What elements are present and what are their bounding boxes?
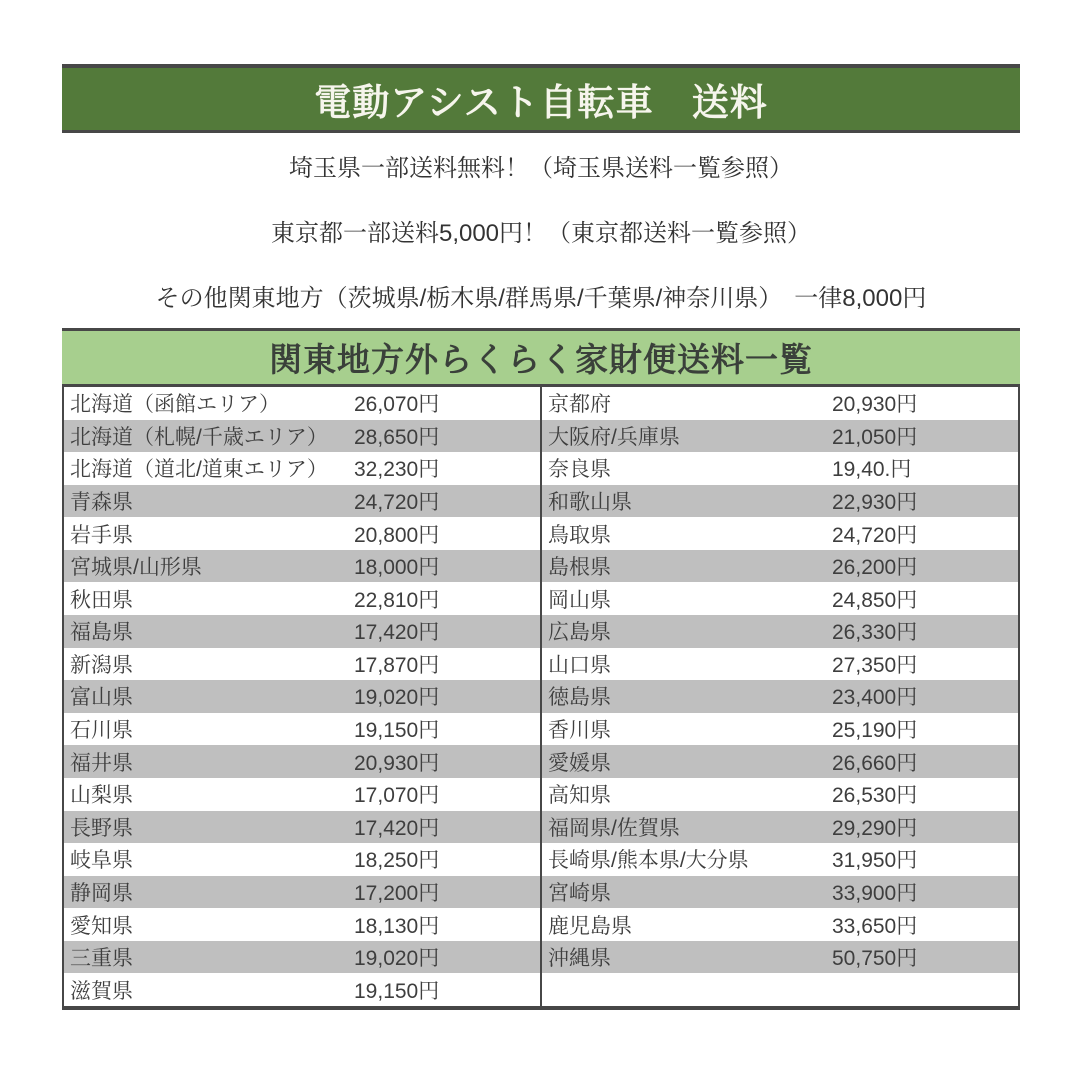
table-row (64, 387, 540, 420)
table-row (64, 680, 540, 713)
table-row (542, 550, 1018, 583)
table-row (64, 908, 540, 941)
region-cell: 香川県 (548, 719, 611, 743)
region-cell: 山梨県 (70, 784, 133, 808)
region-cell: 北海道（道北/道東エリア） (70, 458, 328, 482)
region-cell: 福井県 (70, 751, 133, 775)
price-cell: 17,420円 (354, 816, 440, 840)
price-cell: 33,650円 (832, 914, 918, 938)
region-cell: 山口県 (548, 653, 611, 677)
region-cell: 大阪府/兵庫県 (548, 425, 680, 449)
table-row (542, 811, 1018, 844)
table-row (64, 648, 540, 681)
region-cell: 京都府 (548, 393, 611, 417)
table-row (542, 908, 1018, 941)
price-cell: 29,290円 (832, 816, 918, 840)
region-cell: 福岡県/佐賀県 (548, 816, 680, 840)
price-cell: 17,420円 (354, 621, 440, 645)
region-cell: 島根県 (548, 556, 611, 580)
region-cell: 滋賀県 (70, 979, 133, 1003)
region-cell: 石川県 (70, 719, 133, 743)
price-cell: 25,190円 (832, 719, 918, 743)
notice-saitama: 埼玉県一部送料無料！（埼玉県送料一覧参照） (289, 155, 793, 182)
region-cell: 宮城県/山形県 (70, 556, 202, 580)
table-row (542, 582, 1018, 615)
region-cell: 長野県 (70, 816, 133, 840)
table-row (64, 420, 540, 453)
region-cell: 北海道（函館エリア） (70, 393, 280, 417)
table-row (64, 941, 540, 974)
region-cell: 岡山県 (548, 588, 611, 612)
region-cell: 愛媛県 (548, 751, 611, 775)
price-cell: 19,150円 (354, 979, 440, 1003)
table-row (64, 713, 540, 746)
table-row (64, 452, 540, 485)
price-cell: 24,720円 (832, 523, 918, 547)
region-cell: 奈良県 (548, 458, 611, 482)
table-row (542, 452, 1018, 485)
price-cell: 33,900円 (832, 881, 918, 905)
region-cell: 沖縄県 (548, 947, 611, 971)
price-cell: 18,130円 (354, 914, 440, 938)
region-cell: 徳島県 (548, 686, 611, 710)
table-row (64, 778, 540, 811)
page-title: 電動アシスト自転車 送料 (314, 82, 768, 123)
price-cell: 26,330円 (832, 621, 918, 645)
table-row (542, 648, 1018, 681)
table-title-bar (62, 328, 1020, 387)
region-cell: 富山県 (70, 686, 133, 710)
price-cell: 19,020円 (354, 947, 440, 971)
table-row (64, 550, 540, 583)
price-cell: 17,200円 (354, 881, 440, 905)
region-cell: 広島県 (548, 621, 611, 645)
region-cell: 北海道（札幌/千歳エリア） (70, 425, 328, 449)
price-cell: 17,870円 (354, 653, 440, 677)
table-right-column (542, 387, 1018, 1006)
table-row (542, 680, 1018, 713)
region-cell: 福島県 (70, 621, 133, 645)
table-title: 関東地方外らくらく家財便送料一覧 (269, 341, 813, 378)
price-cell: 23,400円 (832, 686, 918, 710)
table-left-column (64, 387, 540, 1006)
price-cell: 31,950円 (832, 849, 918, 873)
table-row (542, 387, 1018, 420)
price-cell: 19,40.円 (832, 458, 912, 482)
notices-section (62, 133, 1020, 328)
price-cell: 20,800円 (354, 523, 440, 547)
region-cell: 鳥取県 (548, 523, 611, 547)
price-cell: 22,810円 (354, 588, 440, 612)
table-row (542, 713, 1018, 746)
price-cell: 26,200円 (832, 556, 918, 580)
notice-tokyo: 東京都一部送料5,000円！（東京都送料一覧参照） (270, 220, 812, 247)
price-cell: 32,230円 (354, 458, 440, 482)
region-cell: 長崎県/熊本県/大分県 (548, 849, 749, 873)
price-cell: 26,660円 (832, 751, 918, 775)
price-cell: 22,930円 (832, 491, 918, 515)
region-cell: 静岡県 (70, 881, 133, 905)
region-cell: 新潟県 (70, 653, 133, 677)
table-row (64, 843, 540, 876)
table-row (64, 811, 540, 844)
region-cell: 鹿児島県 (548, 914, 632, 938)
table-row (64, 745, 540, 778)
table-row (64, 615, 540, 648)
region-cell: 青森県 (70, 491, 133, 515)
price-cell: 20,930円 (832, 393, 918, 417)
table-row (64, 973, 540, 1006)
table-row (542, 745, 1018, 778)
table-row (542, 843, 1018, 876)
price-cell: 20,930円 (354, 751, 440, 775)
table-row (542, 485, 1018, 518)
price-cell: 24,720円 (354, 491, 440, 515)
price-cell: 18,250円 (354, 849, 440, 873)
region-cell: 岩手県 (70, 523, 133, 547)
shipping-fee-table (62, 387, 1020, 1010)
table-row (542, 517, 1018, 550)
price-cell: 24,850円 (832, 588, 918, 612)
table-row (64, 517, 540, 550)
region-cell: 和歌山県 (548, 491, 632, 515)
notice-other-kanto: その他関東地方（茨城県/栃木県/群馬県/千葉県/神奈川県） 一律8,000円 (155, 285, 927, 312)
table-row (542, 615, 1018, 648)
shipping-info-sheet (62, 64, 1020, 1010)
table-row (542, 420, 1018, 453)
table-row (542, 973, 1018, 1006)
region-cell: 高知県 (548, 784, 611, 808)
price-cell: 26,070円 (354, 393, 440, 417)
price-cell: 17,070円 (354, 784, 440, 808)
main-title-bar (62, 64, 1020, 133)
region-cell: 愛知県 (70, 914, 133, 938)
table-row (542, 778, 1018, 811)
table-row (542, 941, 1018, 974)
table-row (542, 876, 1018, 909)
region-cell: 岐阜県 (70, 849, 133, 873)
price-cell: 28,650円 (354, 425, 440, 449)
table-row (64, 582, 540, 615)
region-cell: 秋田県 (70, 588, 133, 612)
table-row (64, 485, 540, 518)
price-cell: 27,350円 (832, 653, 918, 677)
price-cell: 19,020円 (354, 686, 440, 710)
price-cell: 18,000円 (354, 556, 440, 580)
table-row (64, 876, 540, 909)
price-cell: 19,150円 (354, 719, 440, 743)
price-cell: 26,530円 (832, 784, 918, 808)
region-cell: 三重県 (70, 947, 133, 971)
price-cell: 50,750円 (832, 947, 918, 971)
price-cell: 21,050円 (832, 425, 918, 449)
region-cell: 宮崎県 (548, 881, 611, 905)
